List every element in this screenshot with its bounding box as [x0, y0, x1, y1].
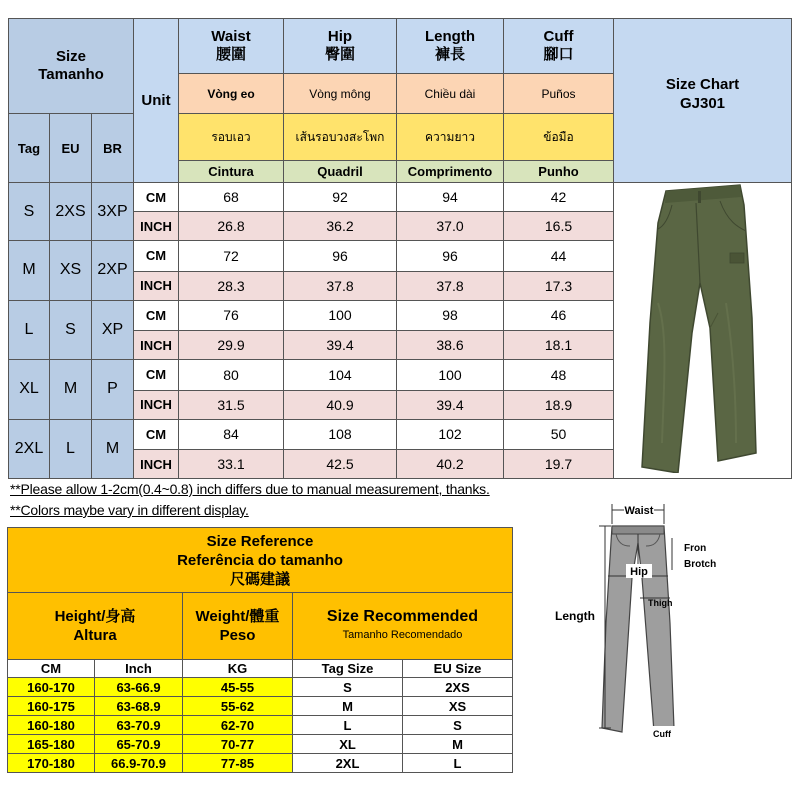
length-cm: 98 [397, 300, 504, 331]
ref-col-cm: CM [8, 660, 95, 678]
ref-weight: 62-70 [183, 716, 293, 735]
unit-inch: INCH [134, 331, 179, 360]
row-eu: XS [50, 241, 92, 301]
length-cm: 102 [397, 419, 504, 450]
row-tag: 2XL [9, 419, 50, 479]
ref-tag-size: L [293, 716, 403, 735]
ref-title-zh: 尺碼建議 [229, 570, 290, 588]
waist-inch: 26.8 [179, 212, 284, 241]
length-zh: 褲長 [434, 46, 465, 63]
col-eu: EU [50, 114, 92, 183]
size-header [9, 19, 134, 114]
cuff-cm: 44 [504, 241, 614, 272]
waist-cm: 76 [179, 300, 284, 331]
length-cm: 94 [397, 183, 504, 212]
cuff-label: Cuff [653, 729, 671, 739]
ref-col-tag: Tag Size [293, 660, 403, 678]
waist-vi: Vòng eo [179, 74, 284, 114]
hip-inch: 42.5 [284, 450, 397, 479]
ref-weight: 77-85 [183, 754, 293, 773]
pants-image [628, 183, 778, 473]
cuff-inch: 19.7 [504, 450, 614, 479]
length-inch: 40.2 [397, 450, 504, 479]
front-label: Fron [684, 543, 707, 554]
ref-title-en: Size Reference [206, 532, 314, 550]
unit-inch: INCH [134, 390, 179, 419]
recommended-header [293, 593, 513, 660]
height-header [8, 593, 183, 660]
waist-pt: Cintura [179, 161, 284, 183]
hip-inch: 39.4 [284, 331, 397, 360]
unit-cm: CM [134, 300, 179, 331]
waist-zh: 腰圍 [215, 46, 246, 63]
row-tag: M [9, 241, 50, 301]
length-cm: 96 [397, 241, 504, 272]
row-br: P [92, 360, 134, 420]
row-eu: S [50, 300, 92, 360]
hip-zh: 臀圍 [324, 46, 355, 63]
row-tag: L [9, 300, 50, 360]
size-header-pt: Tamanho [38, 66, 104, 83]
cuff-inch: 17.3 [504, 271, 614, 300]
hip-cm: 104 [284, 360, 397, 391]
hip-inch: 40.9 [284, 390, 397, 419]
hip-label: Hip [630, 566, 648, 578]
ref-height-inch: 63-68.9 [95, 697, 183, 716]
product-photo [614, 183, 792, 479]
cuff-cm: 42 [504, 183, 614, 212]
ref-height-inch: 65-70.9 [95, 735, 183, 754]
hip-th: เส้นรอบวงสะโพก [284, 114, 397, 161]
chart-title-line2: GJ301 [679, 94, 726, 112]
cuff-cm: 46 [504, 300, 614, 331]
waist-header [179, 19, 284, 74]
waist-inch: 33.1 [179, 450, 284, 479]
ref-height-cm: 160-180 [8, 716, 95, 735]
height-pt: Altura [73, 627, 117, 644]
row-br: M [92, 419, 134, 479]
weight-header [183, 593, 293, 660]
measurement-note: **Please allow 1-2cm(0.4~0.8) inch differs due to manual measurement, thanks. [10, 481, 490, 497]
cuff-inch: 18.9 [504, 390, 614, 419]
unit-cm: CM [134, 419, 179, 450]
waist-cm: 84 [179, 419, 284, 450]
row-tag: S [9, 183, 50, 241]
ref-height-cm: 160-175 [8, 697, 95, 716]
waist-cm: 72 [179, 241, 284, 272]
cuff-inch: 18.1 [504, 331, 614, 360]
length-pt: Comprimento [397, 161, 504, 183]
ref-weight: 45-55 [183, 678, 293, 697]
row-eu: L [50, 419, 92, 479]
cuff-inch: 16.5 [504, 212, 614, 241]
size-reference-table [7, 527, 513, 773]
size-chart-table [8, 18, 792, 479]
waist-inch: 28.3 [179, 271, 284, 300]
hip-pt: Quadril [284, 161, 397, 183]
size-header-en: Size [55, 48, 86, 65]
length-cm: 100 [397, 360, 504, 391]
waist-inch: 29.9 [179, 331, 284, 360]
waist-cm: 80 [179, 360, 284, 391]
ref-eu-size: XS [403, 697, 513, 716]
waistband [612, 526, 664, 534]
thigh-label: Thigh [648, 598, 673, 608]
ref-height-inch: 63-66.9 [95, 678, 183, 697]
ref-tag-size: S [293, 678, 403, 697]
ref-height-cm: 160-170 [8, 678, 95, 697]
measurement-diagram [552, 498, 732, 743]
length-inch: 37.0 [397, 212, 504, 241]
length-en: Length [425, 28, 475, 45]
ref-tag-size: M [293, 697, 403, 716]
length-label: Length [555, 609, 595, 623]
weight-pt: Peso [219, 627, 256, 644]
ref-col-inch: Inch [95, 660, 183, 678]
ref-tag-size: XL [293, 735, 403, 754]
length-th: ความยาว [397, 114, 504, 161]
row-tag: XL [9, 360, 50, 420]
cuff-zh: 腳口 [543, 46, 574, 63]
ref-eu-size: M [403, 735, 513, 754]
hip-cm: 92 [284, 183, 397, 212]
unit-cm: CM [134, 360, 179, 391]
length-vi: Chiều dài [397, 74, 504, 114]
chart-title [614, 19, 792, 183]
ref-height-cm: 165-180 [8, 735, 95, 754]
hip-inch: 36.2 [284, 212, 397, 241]
cuff-cm: 48 [504, 360, 614, 391]
cuff-header [504, 19, 614, 74]
row-eu: 2XS [50, 183, 92, 241]
row-eu: M [50, 360, 92, 420]
height-en: Height/身高 [54, 608, 136, 625]
cuff-en: Cuff [543, 28, 574, 45]
ref-title-pt: Referência do tamanho [177, 551, 343, 569]
ref-tag-size: 2XL [293, 754, 403, 773]
ref-col-eu: EU Size [403, 660, 513, 678]
col-tag: Tag [9, 114, 50, 183]
waist-inch: 31.5 [179, 390, 284, 419]
size-reference-title [8, 528, 513, 593]
row-br: XP [92, 300, 134, 360]
hip-inch: 37.8 [284, 271, 397, 300]
unit-inch: INCH [134, 212, 179, 241]
unit-inch: INCH [134, 450, 179, 479]
hip-cm: 100 [284, 300, 397, 331]
ref-eu-size: S [403, 716, 513, 735]
length-inch: 37.8 [397, 271, 504, 300]
hip-header [284, 19, 397, 74]
waist-en: Waist [211, 28, 251, 45]
ref-eu-size: L [403, 754, 513, 773]
hip-cm: 96 [284, 241, 397, 272]
unit-header: Unit [134, 19, 179, 183]
ref-weight: 55-62 [183, 697, 293, 716]
row-br: 3XP [92, 183, 134, 241]
hip-en: Hip [327, 28, 353, 45]
ref-height-cm: 170-180 [8, 754, 95, 773]
color-note: **Colors maybe vary in different display. [10, 502, 249, 518]
length-inch: 39.4 [397, 390, 504, 419]
waist-th: รอบเอว [179, 114, 284, 161]
brotch-label: Brotch [684, 559, 717, 570]
weight-en: Weight/體重 [195, 608, 280, 625]
ref-height-inch: 66.9-70.9 [95, 754, 183, 773]
ref-height-inch: 63-70.9 [95, 716, 183, 735]
waist-label: Waist [624, 505, 654, 517]
hip-cm: 108 [284, 419, 397, 450]
waist-cm: 68 [179, 183, 284, 212]
cuff-vi: Puños [504, 74, 614, 114]
recommended-en: Size Recommended [326, 608, 479, 625]
length-header [397, 19, 504, 74]
length-inch: 38.6 [397, 331, 504, 360]
chart-title-line1: Size Chart [665, 75, 740, 93]
cuff-pt: Punho [504, 161, 614, 183]
ref-col-kg: KG [183, 660, 293, 678]
unit-cm: CM [134, 241, 179, 272]
ref-eu-size: 2XS [403, 678, 513, 697]
unit-cm: CM [134, 183, 179, 212]
unit-inch: INCH [134, 271, 179, 300]
col-br: BR [92, 114, 134, 183]
row-br: 2XP [92, 241, 134, 301]
recommended-pt: Tamanho Recomendado [342, 629, 463, 641]
cuff-cm: 50 [504, 419, 614, 450]
cuff-th: ข้อมือ [504, 114, 614, 161]
hip-vi: Vòng mông [284, 74, 397, 114]
ref-weight: 70-77 [183, 735, 293, 754]
